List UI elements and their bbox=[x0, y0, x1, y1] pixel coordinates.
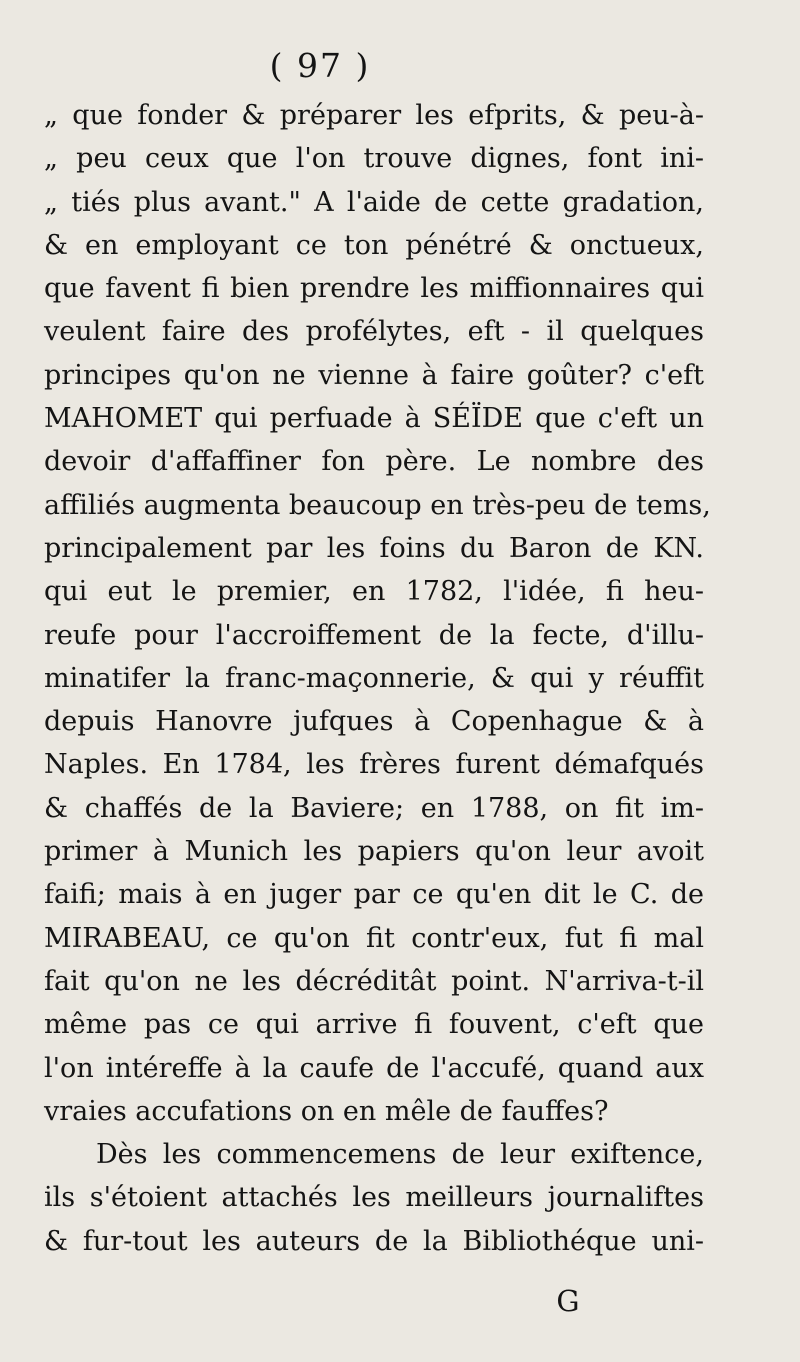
text-line: l'on intéreffe à la caufe de l'accufé, quand aux bbox=[44, 1052, 704, 1084]
text-line: MIRABEAU, ce qu'on fit contr'eux, fut fi mal bbox=[44, 922, 704, 954]
text-line: reufe pour l'accroiffement de la fecte, d'illu- bbox=[44, 619, 704, 651]
text-line: vraies accufations on en mêle de fauffes? bbox=[44, 1095, 609, 1127]
text-line: qui eut le premier, en 1782, l'idée, fi heu- bbox=[44, 576, 704, 608]
text-line: faifi; mais à en juger par ce qu'en dit le C. de bbox=[44, 879, 704, 911]
text-line: devoir d'affaffiner fon père. Le nombre des bbox=[44, 446, 704, 478]
text-line: principalement par les foins du Baron de KN. bbox=[44, 532, 704, 564]
text-line: MAHOMET qui perfuade à SÉÏDE que c'eft un bbox=[44, 403, 704, 435]
signature-mark: G bbox=[556, 1284, 580, 1318]
text-line: Naples. En 1784, les frères furent démafqués bbox=[44, 749, 704, 781]
text-line: „ que fonder & préparer les efprits, & peu-à- bbox=[44, 100, 704, 131]
text-line: veulent faire des profélytes, eft - il quelques bbox=[44, 316, 704, 348]
text-line: fait qu'on ne les décréditât point. N'arriva-t-il bbox=[44, 965, 704, 997]
page-number: ( 97 ) bbox=[269, 46, 371, 85]
text-line: principes qu'on ne vienne à faire goûter? c'eft bbox=[44, 359, 704, 391]
text-line: même pas ce qui arrive fi fouvent, c'eft que bbox=[44, 1009, 704, 1041]
text-line: minatifer la franc-maçonnerie, & qui y réuffit bbox=[44, 662, 704, 694]
text-line: & chaffés de la Baviere; en 1788, on fit im- bbox=[44, 792, 704, 824]
text-line: „ tiés plus avant." A l'aide de cette gradation, bbox=[44, 186, 704, 218]
text-line: ils s'étoient attachés les meilleurs journaliftes bbox=[44, 1182, 704, 1214]
text-line: primer à Munich les papiers qu'on leur avoit bbox=[44, 836, 704, 868]
body-text bbox=[44, 94, 711, 1263]
text-line: & fur-tout les auteurs de la Bibliothéque uni- bbox=[44, 1225, 704, 1257]
text-line: „ peu ceux que l'on trouve dignes, font ini- bbox=[44, 143, 704, 175]
text-line: & en employant ce ton pénétré & onctueux, bbox=[44, 229, 704, 261]
text-line: affiliés augmenta beaucoup en très-peu de tems, bbox=[44, 489, 711, 521]
text-line: Dès les commencemens de leur exiftence, bbox=[96, 1139, 704, 1171]
text-line: que favent fi bien prendre les miffionnaires qui bbox=[44, 273, 704, 305]
text-line: depuis Hanovre jufques à Copenhague & à bbox=[44, 706, 704, 738]
